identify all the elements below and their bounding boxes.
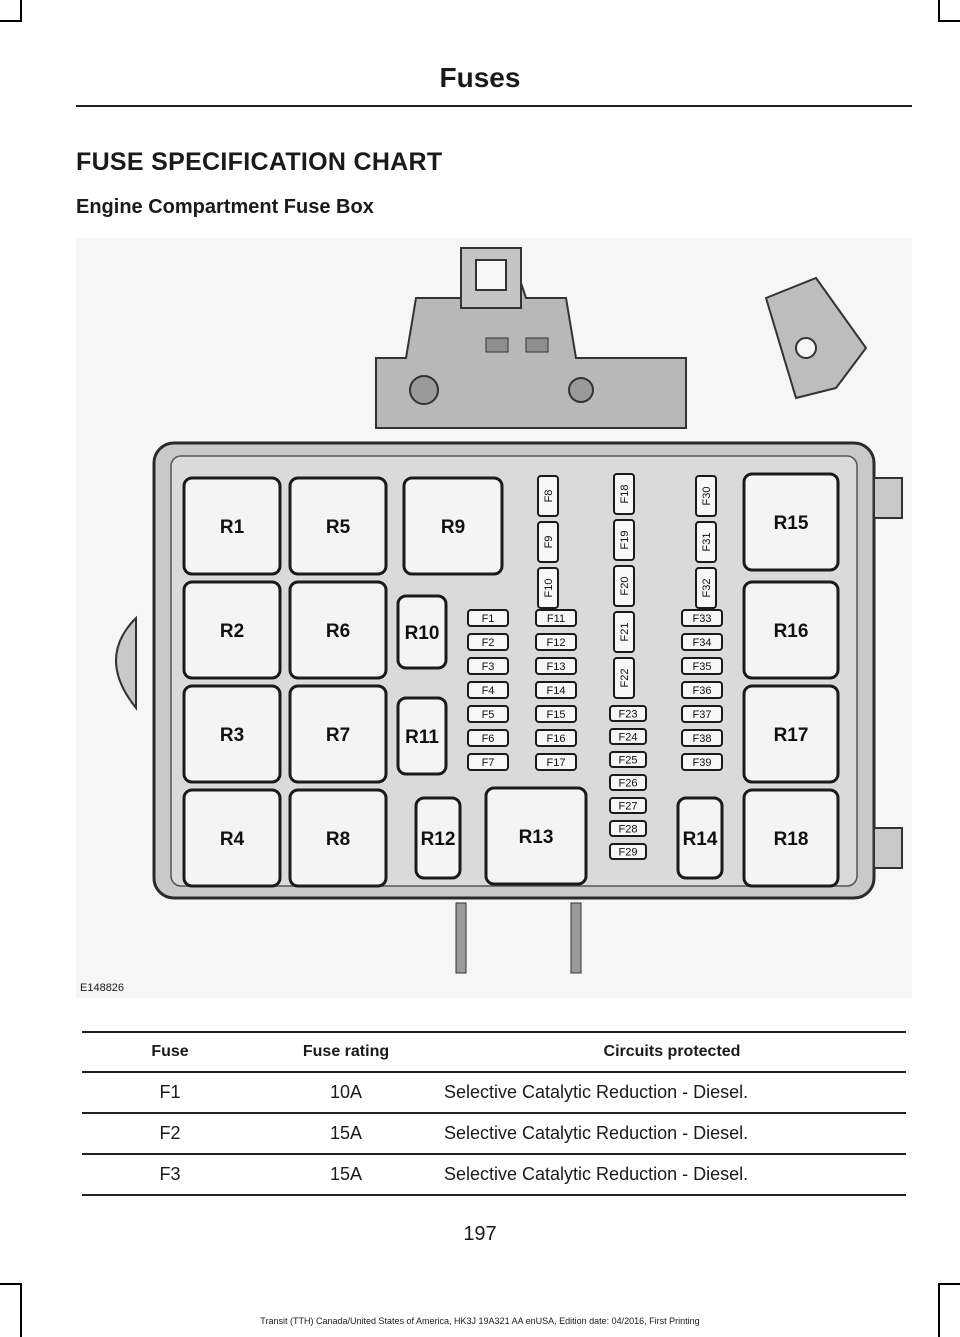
fuse-f23 <box>610 706 646 721</box>
column-header-rating: Fuse rating <box>258 1032 434 1072</box>
figure-code: E148826 <box>80 982 125 994</box>
fuse-label: F2 <box>481 637 495 649</box>
fuse-f27 <box>610 798 646 813</box>
page-number: 197 <box>463 1223 497 1245</box>
relay-r1 <box>184 478 280 574</box>
fuse-label: F17 <box>546 757 566 769</box>
fuse-f19 <box>614 520 634 560</box>
fuse-f11 <box>536 610 576 626</box>
fuse-label: F33 <box>692 613 712 625</box>
relay-label: R9 <box>440 517 466 538</box>
header-rule <box>76 105 912 107</box>
column-header-fuse: Fuse <box>82 1032 258 1072</box>
fuse-label: F23 <box>618 708 638 721</box>
fuse-f39 <box>682 754 722 770</box>
cell-fuse: F1 <box>82 1072 258 1113</box>
cell-fuse: F3 <box>82 1154 258 1195</box>
fuse-f24 <box>610 729 646 744</box>
fuse-label: F11 <box>546 613 566 625</box>
relay-r12 <box>416 798 460 878</box>
fuse-label: F13 <box>546 661 566 673</box>
crop-mark <box>938 1283 960 1285</box>
fuse-label: F18 <box>619 484 631 504</box>
relay-label: R2 <box>219 621 245 642</box>
fuse-label: F1 <box>481 613 495 625</box>
relay-r10 <box>398 596 446 668</box>
crop-mark <box>20 1283 22 1337</box>
fuse-f18 <box>614 474 634 514</box>
relay-label: R7 <box>325 725 351 746</box>
column-header-circuits: Circuits protected <box>434 1032 906 1072</box>
fuse-label: F37 <box>692 709 712 721</box>
fuse-label: F19 <box>619 530 631 550</box>
fuse-label: F14 <box>546 685 566 697</box>
relay-label: R8 <box>325 829 351 850</box>
fuse-label: F22 <box>619 668 631 688</box>
table-header-row <box>82 1032 906 1072</box>
relay-r3 <box>184 686 280 782</box>
relay-label: R4 <box>219 829 245 850</box>
fuse-f26 <box>610 775 646 790</box>
fuse-f1 <box>468 610 508 626</box>
fuse-f13 <box>536 658 576 674</box>
page-footer: Transit (TTH) Canada/United States of America, HK3J 19A321 AA enUSA, Edition date: 04/2016, First Printing <box>260 1316 700 1326</box>
relay-label: R15 <box>773 513 809 534</box>
fuse-spec-table <box>82 1031 906 1196</box>
fuse-f7 <box>468 754 508 770</box>
relay-label: R3 <box>219 725 245 746</box>
fuse-box-diagram <box>76 238 912 978</box>
fuse-label: F6 <box>481 733 495 745</box>
fuse-f32 <box>696 568 716 608</box>
fuse-f30 <box>696 476 716 516</box>
relay-r14 <box>678 798 722 878</box>
crop-mark <box>0 20 22 22</box>
fuse-f25 <box>610 752 646 767</box>
fuse-label: F25 <box>618 754 638 767</box>
cell-circuits: Selective Catalytic Reduction - Diesel. <box>434 1072 906 1113</box>
fuse-label: F3 <box>481 661 495 673</box>
fuse-label: F16 <box>546 733 566 745</box>
fuse-label: F12 <box>546 637 566 649</box>
relay-label: R12 <box>420 829 456 850</box>
relay-label: R5 <box>325 517 351 538</box>
fuse-label: F38 <box>692 733 712 745</box>
fuse-label: F32 <box>701 578 713 598</box>
fuse-f33 <box>682 610 722 626</box>
table-row <box>82 1154 906 1195</box>
table-row <box>82 1072 906 1113</box>
fuse-f28 <box>610 821 646 836</box>
fuse-label: F15 <box>546 709 566 721</box>
fuse-f17 <box>536 754 576 770</box>
relay-r2 <box>184 582 280 678</box>
fuse-box-figure <box>76 238 912 998</box>
relay-r6 <box>290 582 386 678</box>
fuse-label: F26 <box>618 777 638 790</box>
fuse-f21 <box>614 612 634 652</box>
fuse-f38 <box>682 730 722 746</box>
fuse-label: F39 <box>692 757 712 769</box>
relay-label: R18 <box>773 829 809 850</box>
fuse-f12 <box>536 634 576 650</box>
page-header-title: Fuses <box>439 62 521 93</box>
fuse-f29 <box>610 844 646 859</box>
relay-label: R1 <box>219 517 245 538</box>
relay-label: R6 <box>325 621 351 642</box>
fuse-label: F31 <box>701 532 713 552</box>
cell-rating: 15A <box>258 1113 434 1154</box>
relay-r5 <box>290 478 386 574</box>
fuse-label: F8 <box>543 489 555 503</box>
fuse-f16 <box>536 730 576 746</box>
section-title: FUSE SPECIFICATION CHART <box>76 148 443 176</box>
fuse-f10 <box>538 568 558 608</box>
fuse-f2 <box>468 634 508 650</box>
fuse-label: F21 <box>619 622 631 642</box>
fuse-f36 <box>682 682 722 698</box>
crop-mark <box>938 0 940 22</box>
fuse-label: F28 <box>618 823 638 836</box>
fuse-label: F36 <box>692 685 712 697</box>
relay-r13 <box>486 788 586 884</box>
fuse-label: F10 <box>543 578 555 598</box>
subsection-title: Engine Compartment Fuse Box <box>76 196 374 218</box>
fuse-label: F29 <box>618 846 638 859</box>
fuse-f14 <box>536 682 576 698</box>
table-row <box>82 1113 906 1154</box>
relay-r11 <box>398 698 446 774</box>
fuse-f8 <box>538 476 558 516</box>
relay-label: R10 <box>404 623 440 644</box>
fuse-label: F34 <box>692 637 712 649</box>
relay-r17 <box>744 686 838 782</box>
fuse-label: F35 <box>692 661 712 673</box>
fuse-f37 <box>682 706 722 722</box>
fuse-f20 <box>614 566 634 606</box>
fuse-f6 <box>468 730 508 746</box>
cell-circuits: Selective Catalytic Reduction - Diesel. <box>434 1113 906 1154</box>
fuse-label: F24 <box>618 731 638 744</box>
fuse-label: F5 <box>481 709 495 721</box>
cell-rating: 15A <box>258 1154 434 1195</box>
fuse-f4 <box>468 682 508 698</box>
fuse-label: F4 <box>481 685 495 697</box>
relay-r7 <box>290 686 386 782</box>
fuse-f3 <box>468 658 508 674</box>
fuse-label: F27 <box>618 800 638 813</box>
relay-r4 <box>184 790 280 886</box>
fuse-f15 <box>536 706 576 722</box>
fuse-f5 <box>468 706 508 722</box>
fuse-f35 <box>682 658 722 674</box>
fuse-label: F30 <box>701 486 713 506</box>
fuse-label: F7 <box>481 757 495 769</box>
relay-r16 <box>744 582 838 678</box>
fuse-f22 <box>614 658 634 698</box>
cell-circuits: Selective Catalytic Reduction - Diesel. <box>434 1154 906 1195</box>
relay-label: R16 <box>773 621 809 642</box>
relay-r8 <box>290 790 386 886</box>
relay-label: R14 <box>682 829 718 850</box>
crop-mark <box>938 20 960 22</box>
crop-mark <box>0 1283 22 1285</box>
fuse-f9 <box>538 522 558 562</box>
relay-label: R17 <box>773 725 809 746</box>
relay-r15 <box>744 474 838 570</box>
fuse-label: F20 <box>619 576 631 596</box>
crop-mark <box>20 0 22 22</box>
relay-label: R11 <box>405 727 439 748</box>
relay-r18 <box>744 790 838 886</box>
cell-rating: 10A <box>258 1072 434 1113</box>
fuse-label: F9 <box>543 535 555 549</box>
relay-label: R13 <box>518 827 554 848</box>
fuse-f31 <box>696 522 716 562</box>
relay-r9 <box>404 478 502 574</box>
crop-mark <box>938 1283 940 1337</box>
fuse-f34 <box>682 634 722 650</box>
cell-fuse: F2 <box>82 1113 258 1154</box>
